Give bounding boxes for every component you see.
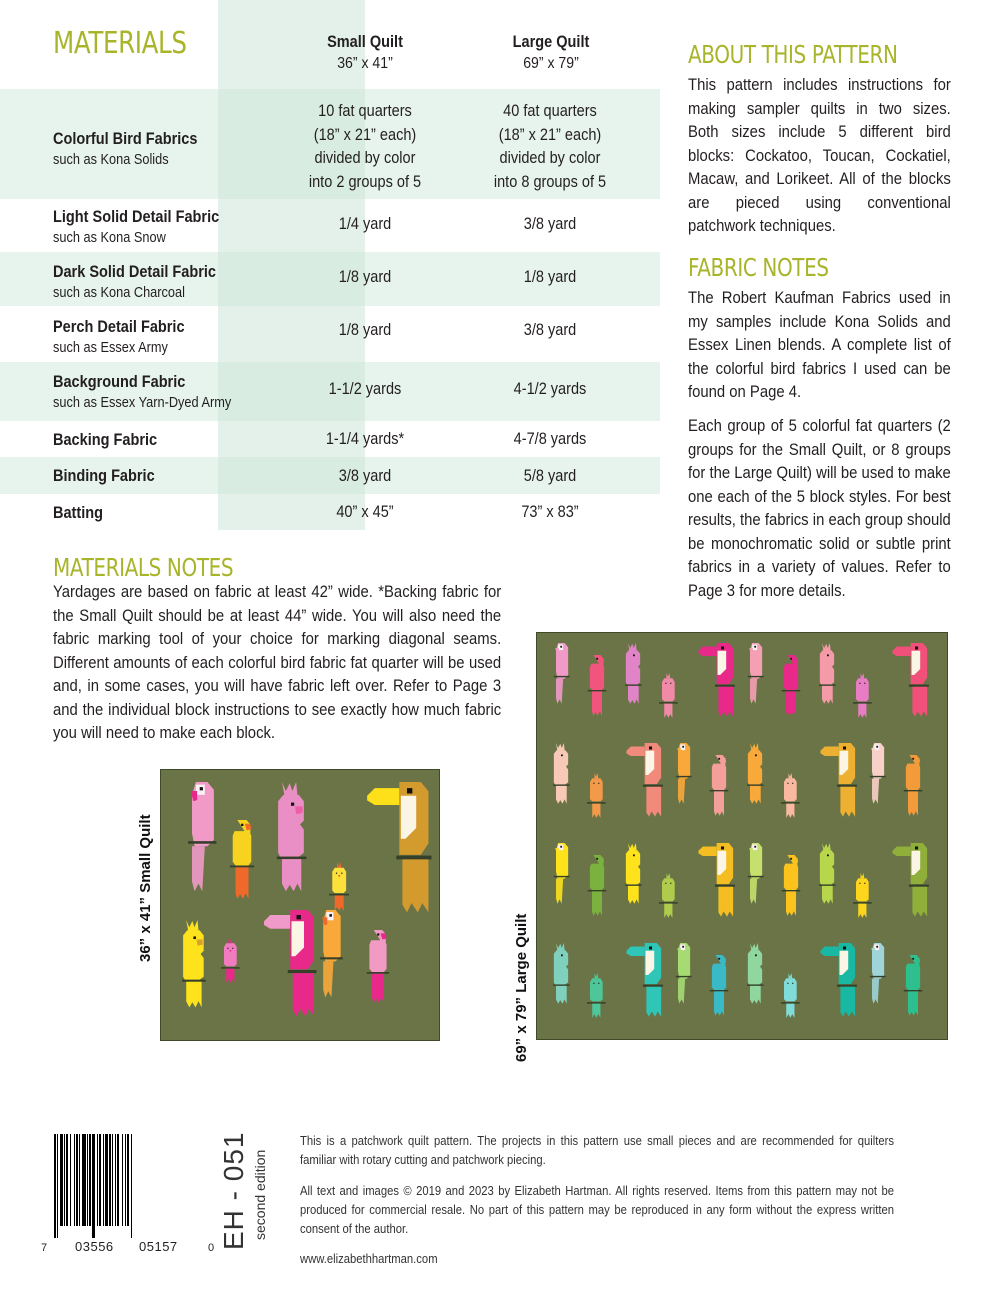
fabric-notes-paragraph-1: The Robert Kaufman Fabrics used in my samples include Kona Solids and Essex Linen blends. A complete list of the colorful bird fabrics I used can be found on Page 4.	[688, 289, 951, 401]
cockatiel-bird-block	[853, 873, 872, 944]
macaw-bird-block	[316, 910, 345, 1037]
macaw-bird-block	[745, 643, 765, 733]
fabric-notes-paragraph-2: Each group of 5 colorful fat quarters (2 groups for the Small Quilt, or 8 groups for the Large Quilt) will be used to make one each of the 5 block styles. For best results, the fabrics in each group should be monochromatic solid or subtle print fabrics in a variety of values. Refer to Page 3 for more details.	[688, 417, 951, 600]
macaw-bird-block	[867, 943, 887, 1033]
small-quilt-image	[160, 769, 440, 1041]
toucan-bird-block	[361, 782, 435, 943]
toucan-bird-block	[259, 910, 319, 1041]
material-sub: such as Kona Solids	[53, 152, 169, 168]
small-quilt-value: 1/8 yard	[338, 268, 392, 286]
small-quilt-caption: 36” x 41” Small Quilt	[137, 814, 154, 962]
small-quilt-value: 1-1/4 yards*	[325, 430, 405, 448]
edition-label: second edition	[252, 1149, 268, 1240]
about-heading: ABOUT THIS PATTERN	[688, 40, 898, 69]
large-quilt-value: 4-7/8 yards	[513, 430, 587, 448]
material-row-label	[53, 128, 197, 170]
lorikeet-bird-block	[903, 955, 923, 1040]
materials-notes-heading: MATERIALS NOTES	[53, 553, 234, 582]
material-row-label	[53, 371, 231, 413]
lorikeet-bird-block	[781, 855, 801, 945]
footer-disclaimer: This is a patchwork quilt pattern. The projects in this pattern use small pieces and are recommended for quilters familiar with rotary cutting and patchwork piecing.	[300, 1134, 894, 1167]
material-sub: such as Kona Charcoal	[53, 285, 185, 301]
small-quilt-value: 1-1/2 yards	[328, 380, 402, 398]
large-quilt-value: 73” x 83”	[521, 503, 579, 521]
macaw-bird-block	[673, 943, 693, 1033]
toucan-bird-block	[623, 743, 665, 836]
value-line: into 8 groups of 5	[493, 172, 607, 191]
value-line: 10 fat quarters	[318, 102, 412, 120]
small-quilt-header	[299, 31, 431, 75]
cockatiel-bird-block	[587, 973, 606, 1040]
value-line: 40 fat quarters	[503, 102, 597, 120]
cockatoo-bird-block	[623, 843, 643, 933]
cockatoo-bird-block	[623, 643, 643, 733]
material-name: Light Solid Detail Fabric	[53, 208, 220, 226]
large-quilt-caption: 69” x 79” Large Quilt	[513, 913, 530, 1062]
material-row-label	[53, 261, 216, 303]
small-quilt-value: 40” x 45”	[336, 503, 394, 521]
material-row-label	[53, 206, 219, 248]
material-name: Colorful Bird Fabrics	[53, 130, 198, 148]
barcode-digits-right: 05157	[139, 1239, 178, 1254]
lorikeet-bird-block	[587, 855, 607, 945]
cockatoo-bird-block	[551, 943, 571, 1033]
large-quilt-image	[536, 632, 948, 1040]
material-row-label	[53, 429, 157, 451]
material-name: Batting	[53, 504, 104, 522]
lorikeet-bird-block	[366, 930, 390, 1037]
macaw-bird-block	[551, 843, 571, 933]
barcode-digit-first: 7	[41, 1242, 48, 1254]
large-quilt-value: 3/8 yard	[523, 215, 577, 233]
cockatoo-bird-block	[817, 843, 837, 933]
value-line: (18” x 21” each)	[313, 125, 417, 144]
value-line: into 2 groups of 5	[308, 172, 422, 191]
small-quilt-value: 1/4 yard	[338, 215, 392, 233]
material-name: Binding Fabric	[53, 467, 155, 485]
cockatoo-bird-block	[745, 943, 765, 1033]
cockatoo-bird-block	[179, 920, 208, 1041]
small-quilt-value: 3/8 yard	[338, 467, 392, 485]
material-row-label	[53, 316, 185, 358]
material-sub: such as Essex Yarn-Dyed Army	[53, 395, 232, 411]
small-quilt-value: 1/8 yard	[338, 321, 392, 339]
small-quilt-size: 36” x 41”	[337, 55, 393, 72]
large-quilt-value: 5/8 yard	[523, 467, 577, 485]
large-quilt-header	[485, 31, 617, 75]
value-line: divided by color	[314, 149, 416, 167]
material-sub: such as Essex Army	[53, 340, 168, 356]
about-text: This pattern includes instructions for making sampler quilts in two sizes. Both sizes include 5 different bird blocks: Cockatoo, Toucan, Cockatiel, Macaw, and Lorikeet. All of the blocks are pieced using conventional patchwork techniques.	[688, 76, 951, 235]
macaw-bird-block	[745, 843, 765, 933]
pattern-sku: EH - 051	[218, 1131, 249, 1250]
cockatiel-bird-block	[587, 773, 606, 844]
lorikeet-bird-block	[709, 755, 729, 845]
barcode	[54, 1134, 204, 1238]
material-row-label	[53, 502, 103, 524]
small-quilt-value	[277, 100, 453, 194]
cockatoo-bird-block	[551, 743, 571, 833]
material-name: Perch Detail Fabric	[53, 318, 185, 336]
cockatiel-bird-block	[781, 773, 800, 844]
fabric-notes-heading: FABRIC NOTES	[688, 253, 829, 282]
materials-heading: MATERIALS	[53, 26, 187, 61]
material-name: Background Fabric	[53, 373, 186, 391]
cockatoo-bird-block	[745, 743, 765, 833]
cockatiel-bird-block	[659, 873, 678, 944]
footer-website-link[interactable]: www.elizabethhartman.com	[300, 1252, 438, 1266]
material-sub: such as Kona Snow	[53, 230, 166, 246]
barcode-bar	[132, 1134, 133, 1238]
value-line: (18” x 21” each)	[498, 125, 602, 144]
barcode-digits-left: 03556	[75, 1239, 114, 1254]
macaw-bird-block	[183, 782, 219, 940]
macaw-bird-block	[551, 643, 571, 733]
large-quilt-value: 3/8 yard	[523, 321, 577, 339]
toucan-bird-block	[889, 843, 931, 936]
toucan-bird-block	[623, 943, 665, 1036]
cockatiel-bird-block	[781, 973, 800, 1040]
large-quilt-title: Large Quilt	[512, 33, 590, 51]
toucan-bird-block	[695, 643, 737, 736]
lorikeet-bird-block	[709, 955, 729, 1040]
cockatoo-bird-block	[817, 643, 837, 733]
toucan-bird-block	[817, 743, 859, 836]
materials-notes-text: Yardages are based on fabric at least 42” wide. *Backing fabric for the Small Quilt should be at least 44” wide. You will also need the fabric marking tool of your choice for marking diagonal seams. Different amounts of each colorful bird fabric fat quarter will be used and, in some cases, you will have fabric left over. Refer to Page 3 and the individual block instructions to see exactly how much fabric you will need to make each block.	[53, 583, 502, 742]
lorikeet-bird-block	[587, 655, 607, 745]
large-quilt-value: 4-1/2 yards	[513, 380, 587, 398]
material-name: Backing Fabric	[53, 431, 158, 449]
toucan-bird-block	[889, 643, 931, 736]
cockatiel-bird-block	[853, 673, 872, 744]
macaw-bird-block	[673, 743, 693, 833]
toucan-bird-block	[695, 843, 737, 936]
large-quilt-size: 69” x 79”	[523, 55, 579, 72]
large-quilt-value	[462, 100, 638, 194]
macaw-bird-block	[867, 743, 887, 833]
barcode-digit-last: 0	[208, 1242, 215, 1254]
toucan-bird-block	[817, 943, 859, 1036]
lorikeet-bird-block	[903, 755, 923, 845]
lorikeet-bird-block	[781, 655, 801, 745]
material-row-label	[53, 465, 155, 487]
material-name: Dark Solid Detail Fabric	[53, 263, 217, 281]
cockatiel-bird-block	[221, 938, 240, 1009]
lorikeet-bird-block	[229, 820, 255, 936]
footer-copyright: All text and images © 2019 and 2023 by Elizabeth Hartman. All rights reserved. Items from this pattern may not be produced for commercial resale. No part of this pattern may be reproduced in any form without the express written consent of the author.	[300, 1184, 894, 1236]
cockatiel-bird-block	[659, 673, 678, 744]
value-line: divided by color	[499, 149, 601, 167]
small-quilt-title: Small Quilt	[327, 33, 403, 51]
large-quilt-value: 1/8 yard	[523, 268, 577, 286]
